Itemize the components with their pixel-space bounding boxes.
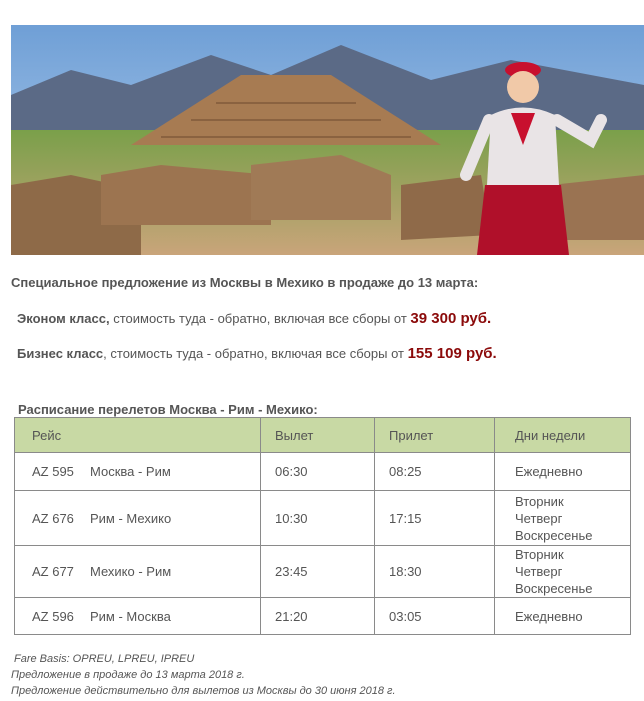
- table-row: [15, 453, 631, 491]
- day-label: Четверг: [515, 564, 563, 579]
- days-cell: [495, 546, 631, 598]
- business-price: 155 109 руб.: [407, 345, 497, 362]
- days-cell: [495, 598, 631, 635]
- economy-price: 39 300 руб.: [410, 310, 492, 327]
- flight-cell: [15, 546, 261, 598]
- economy-offer: [17, 310, 491, 327]
- day-label: Вторник: [515, 493, 564, 509]
- flight-number: AZ 677: [32, 564, 74, 579]
- schedule-table: [14, 417, 631, 635]
- header-days: Дни недели: [495, 418, 631, 453]
- flight-route: Рим - Мехико: [90, 510, 172, 526]
- header-arrive: Прилет: [375, 418, 495, 453]
- fare-basis: Fare Basis: OPREU, LPREU, IPREU: [14, 653, 195, 665]
- business-offer: [17, 345, 497, 362]
- day-label: Вторник: [515, 547, 564, 562]
- flight-route: Москва - Рим: [90, 464, 171, 479]
- arrive-time: 18:30: [375, 546, 495, 598]
- hero-image-teotihuacan: [11, 25, 644, 255]
- promo-title: Специальное предложение из Москвы в Мехико в продаже до 13 марта:: [11, 275, 479, 290]
- flight-route: Мехико - Рим: [90, 564, 172, 579]
- arrive-time: 03:05: [375, 598, 495, 635]
- schedule-header-row: [15, 418, 631, 453]
- business-class-label: Бизнес класс: [17, 346, 104, 361]
- table-row: [15, 598, 631, 635]
- flight-number: AZ 595: [32, 464, 74, 479]
- economy-offer-text: стоимость туда - обратно, включая все сборы от: [109, 311, 411, 326]
- depart-time: 23:45: [261, 546, 375, 598]
- flight-number: AZ 596: [32, 608, 74, 624]
- table-row: [15, 491, 631, 546]
- depart-time: 21:20: [261, 598, 375, 635]
- schedule-title: Расписание перелетов Москва - Рим - Мехико:: [18, 402, 318, 417]
- flight-cell: [15, 598, 261, 635]
- days-cell: [495, 453, 631, 491]
- arrive-time: 08:25: [375, 453, 495, 491]
- day-label: Воскресенье: [515, 581, 593, 596]
- depart-time: 10:30: [261, 491, 375, 546]
- flight-cell: [15, 491, 261, 546]
- flight-number: AZ 676: [32, 510, 74, 526]
- economy-class-label: Эконом класс,: [17, 311, 110, 326]
- sale-note: Предложение в продаже до 13 марта 2018 г.: [11, 669, 245, 681]
- footer-notes: [11, 651, 396, 699]
- business-offer-text: , стоимость туда - обратно, включая все сборы от: [103, 346, 408, 361]
- day-label: Ежедневно: [515, 464, 583, 479]
- header-flight: Рейс: [15, 418, 261, 453]
- depart-time: 06:30: [261, 453, 375, 491]
- hero-banner: [11, 25, 644, 255]
- day-label: Четверг: [515, 510, 563, 526]
- flight-cell: [15, 453, 261, 491]
- valid-note: Предложение действительно для вылетов из Москвы до 30 июня 2018 г.: [11, 685, 396, 697]
- header-depart: Вылет: [261, 418, 375, 453]
- days-cell: [495, 491, 631, 546]
- arrive-time: 17:15: [375, 491, 495, 546]
- table-row: [15, 546, 631, 598]
- day-label: Ежедневно: [515, 608, 583, 624]
- day-label: Воскресенье: [515, 527, 593, 543]
- flight-route: Рим - Москва: [90, 608, 171, 624]
